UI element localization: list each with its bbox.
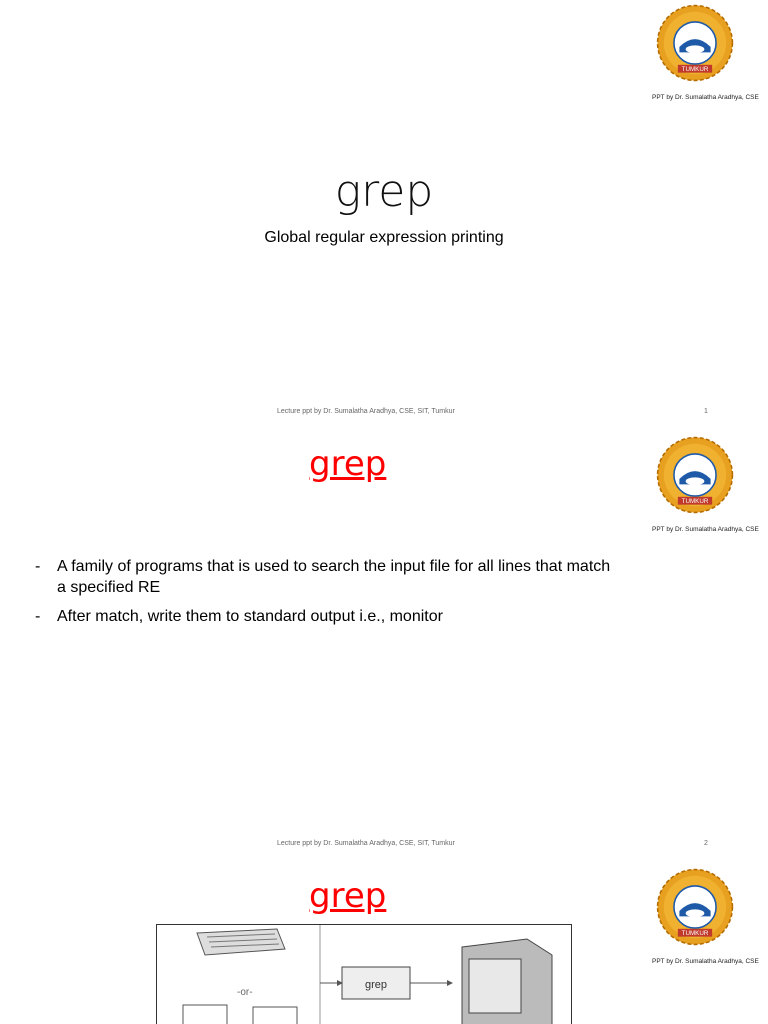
- slide-2: [0, 432, 768, 864]
- logo-credit: PPT by Dr. Sumalatha Aradhya, CSE: [652, 958, 759, 965]
- institute-logo-icon: [656, 4, 734, 82]
- document-icon: [183, 1005, 227, 1024]
- svg-text:grep: grep: [364, 979, 388, 991]
- monitor-icon: [462, 939, 552, 1024]
- bullet-list: [35, 556, 615, 635]
- slide-title: grep: [334, 166, 434, 217]
- svg-text:TUMKUR: TUMKUR: [681, 66, 709, 74]
- svg-text:TUMKUR: TUMKUR: [681, 498, 709, 506]
- page-number: 2: [704, 840, 708, 847]
- svg-text:-or-: -or-: [237, 987, 253, 998]
- logo-credit: PPT by Dr. Sumalatha Aradhya, CSE: [652, 94, 759, 101]
- institute-logo-icon: [656, 436, 734, 514]
- list-item: - A family of programs that is used to search the input file for all lines that match a specified RE: [35, 556, 615, 598]
- slide-footer: Lecture ppt by Dr. Sumalatha Aradhya, CSE, SIT, Tumkur: [277, 408, 455, 415]
- bullet-text: A family of programs that is used to search the input file for all lines that match a specified RE: [57, 558, 611, 596]
- institute-logo-icon: [656, 868, 734, 946]
- slide-3: [0, 864, 768, 1024]
- document-icon: [253, 1007, 297, 1024]
- diagram-illustration: [157, 925, 571, 1024]
- keyboard-icon: [197, 929, 285, 955]
- svg-text:TUMKUR: TUMKUR: [681, 930, 709, 938]
- page-number: 1: [704, 408, 708, 415]
- list-item: - After match, write them to standard output i.e., monitor: [35, 608, 443, 625]
- slide-title: grep: [309, 876, 387, 916]
- slide-subtitle: Global regular expression printing: [264, 229, 504, 246]
- bullet-text: After match, write them to standard output i.e., monitor: [57, 608, 443, 625]
- logo-credit: PPT by Dr. Sumalatha Aradhya, CSE: [652, 526, 759, 533]
- slide-title: grep: [309, 444, 387, 484]
- grep-diagram: [156, 924, 572, 1024]
- slide-1: [0, 0, 768, 432]
- slide-footer: Lecture ppt by Dr. Sumalatha Aradhya, CSE, SIT, Tumkur: [277, 840, 455, 847]
